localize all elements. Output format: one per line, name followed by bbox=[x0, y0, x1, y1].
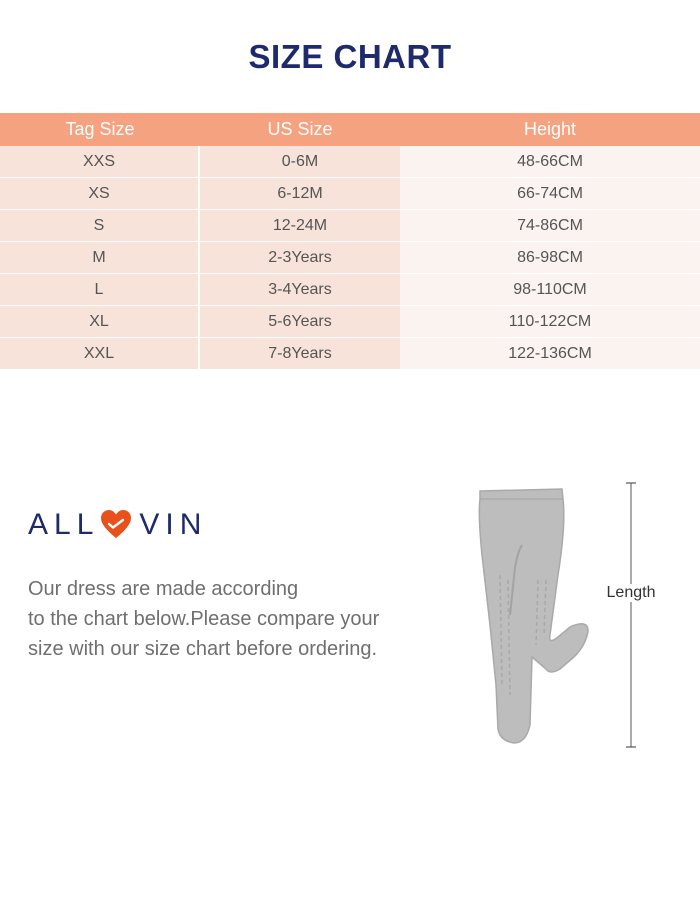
size-chart-table bbox=[0, 113, 700, 370]
cell-height: 98-110CM bbox=[400, 274, 700, 306]
table-row bbox=[0, 210, 700, 242]
header-us-size: US Size bbox=[267, 119, 333, 139]
length-measure-line bbox=[624, 482, 638, 748]
cell-us-size: 2-3Years bbox=[200, 242, 400, 274]
brand-logo bbox=[28, 508, 207, 542]
heart-icon bbox=[99, 508, 133, 542]
page-title: SIZE CHART bbox=[248, 38, 452, 75]
cell-height: 74-86CM bbox=[400, 210, 700, 242]
table-row bbox=[0, 274, 700, 306]
cell-us-size: 12-24M bbox=[200, 210, 400, 242]
description-line: Our dress are made according bbox=[28, 578, 299, 600]
cell-us-size: 5-6Years bbox=[200, 306, 400, 338]
brand-text-right: VIN bbox=[139, 508, 208, 541]
table-row bbox=[0, 242, 700, 274]
cell-tag-size: M bbox=[0, 242, 200, 274]
table-header bbox=[0, 113, 700, 146]
cell-tag-size: XXS bbox=[0, 146, 200, 178]
cell-tag-size: XS bbox=[0, 178, 200, 210]
brand-text-left: ALL bbox=[28, 508, 100, 541]
header-height: Height bbox=[523, 119, 577, 139]
cell-height: 110-122CM bbox=[400, 306, 700, 338]
table-row bbox=[0, 146, 700, 178]
cell-us-size: 7-8Years bbox=[200, 338, 400, 370]
table-row bbox=[0, 306, 700, 338]
cell-us-size: 3-4Years bbox=[200, 274, 400, 306]
cell-us-size: 6-12M bbox=[200, 178, 400, 210]
cell-height: 86-98CM bbox=[400, 242, 700, 274]
table-row bbox=[0, 338, 700, 370]
description-line: size with our size chart before ordering. bbox=[28, 638, 378, 660]
cell-height: 122-136CM bbox=[400, 338, 700, 370]
length-label: Length bbox=[595, 584, 667, 602]
header-tag-size: Tag Size bbox=[65, 119, 135, 139]
cell-tag-size: XL bbox=[0, 306, 200, 338]
tights-illustration bbox=[470, 485, 600, 750]
cell-height: 48-66CM bbox=[400, 146, 700, 178]
cell-tag-size: L bbox=[0, 274, 200, 306]
cell-us-size: 0-6M bbox=[200, 146, 400, 178]
cell-tag-size: S bbox=[0, 210, 200, 242]
table-row bbox=[0, 178, 700, 210]
cell-tag-size: XXL bbox=[0, 338, 200, 370]
description-text bbox=[28, 574, 428, 664]
description-line: to the chart below.Please compare your bbox=[28, 608, 380, 630]
cell-height: 66-74CM bbox=[400, 178, 700, 210]
